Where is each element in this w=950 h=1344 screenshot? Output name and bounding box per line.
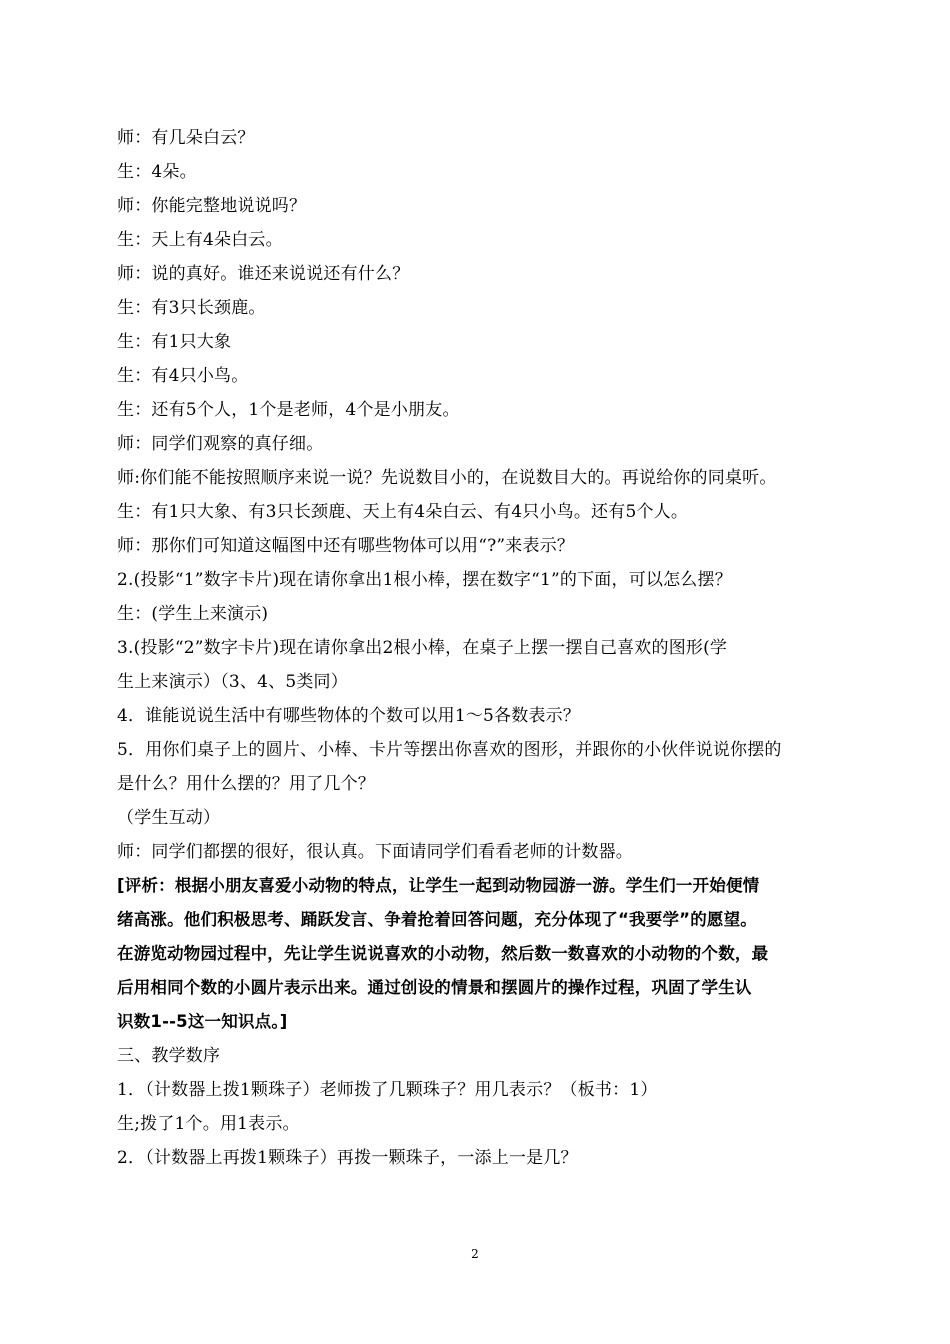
text-line: 生：天上有4朵白云。 [117,230,283,250]
text-line: 生上来演示）（3、4、5类同） [117,672,348,692]
evaluation-line: 识数1--5这一知识点。] [117,1012,288,1031]
text-line: 师：有几朵白云？ [117,128,255,148]
text-line: 5．用你们桌子上的圆片、小棒、卡片等摆出你喜欢的图形，并跟你的小伙伴说说你摆的 [117,740,782,760]
text-line: 生;拨了1个。用1表示。 [117,1114,300,1134]
evaluation-line: 在游览动物园过程中，先让学生说说喜欢的小动物，然后数一数喜欢的小动物的个数，最 [117,944,769,963]
text-line: （学生互动） [117,808,221,828]
text-line: 生：有1只大象、有3只长颈鹿、天上有4朵白云、有4只小鸟。还有5个人。 [117,502,689,522]
evaluation-line: [评析：根据小朋友喜爱小动物的特点，让学生一起到动物园游一游。学生们一开始便情 [117,876,760,895]
text-line: 师：说的真好。谁还来说说还有什么？ [117,264,410,284]
page-number: 2 [471,1247,479,1261]
text-line: 生：有1只大象 [117,332,232,352]
text-line: 生：(学生上来演示) [117,604,269,624]
evaluation-line: 后用相同个数的小圆片表示出来。通过创设的情景和摆圆片的操作过程，巩固了学生认 [117,978,752,997]
text-line: 生：有3只长颈鹿。 [117,298,266,318]
text-line: 师：那你们可知道这幅图中还有哪些物体可以用“?”来表示？ [117,536,575,556]
text-line: 生：4朵。 [117,162,197,182]
text-line: 3.(投影“2”数字卡片)现在请你拿出2根小棒，在桌子上摆一摆自己喜欢的图形(学 [117,638,728,658]
page-content [117,121,842,1175]
text-line: 生：还有5个人，1个是老师，4个是小朋友。 [117,400,460,420]
section-heading: 三、教学数序 [117,1046,221,1066]
text-line: 1．（计数器上拨1颗珠子）老师拨了几颗珠子？用几表示？（板书：1） [117,1080,658,1100]
text-line: 2．（计数器上再拨1颗珠子）再拨一颗珠子，一添上一是几？ [117,1148,578,1168]
text-line: 生：有4只小鸟。 [117,366,249,386]
text-line: 是什么？用什么摆的？用了几个？ [117,774,375,794]
text-line: 4．谁能说说生活中有哪些物体的个数可以用1～5各数表示？ [117,706,581,726]
text-line: 师：你能完整地说说吗？ [117,196,307,216]
text-line: 师:你们能不能按照顺序来说一说？先说数目小的，在说数目大的。再说给你的同桌听。 [117,468,777,488]
text-line: 师：同学们观察的真仔细。 [117,434,324,454]
evaluation-block [117,869,842,1039]
evaluation-line: 绪高涨。他们积极思考、踊跃发言、争着抢着回答问题，充分体现了“我要学”的愿望。 [117,910,757,929]
text-line: 师：同学们都摆的很好，很认真。下面请同学们看看老师的计数器。 [117,842,633,862]
text-line: 2.(投影“1”数字卡片)现在请你拿出1根小棒，摆在数字“1”的下面，可以怎么摆？ [117,570,732,590]
